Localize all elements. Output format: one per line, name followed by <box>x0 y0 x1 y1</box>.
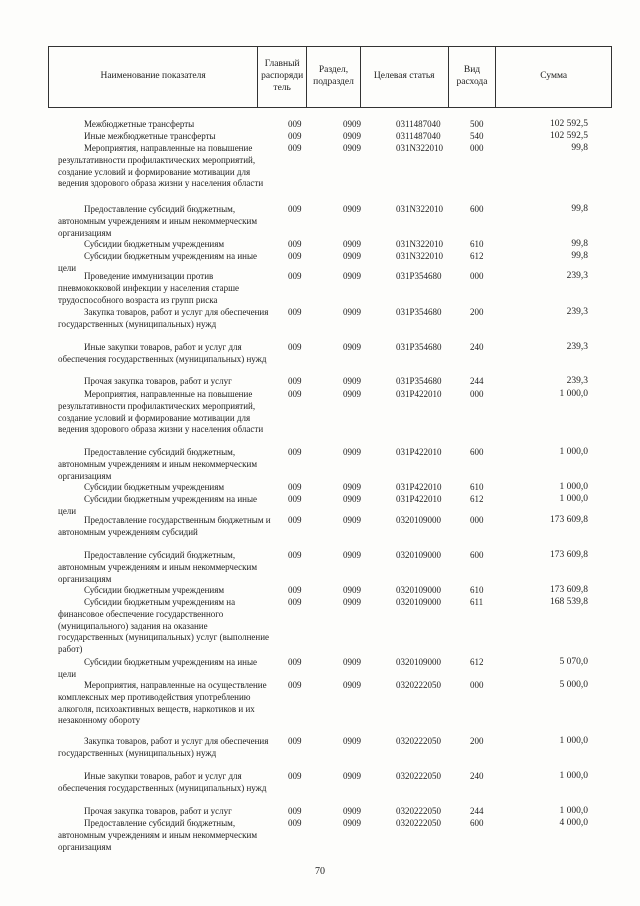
row-target-cell: 0320222050 <box>396 818 441 828</box>
row-admin-cell: 009 <box>288 597 302 607</box>
row-sum-cell: 1 000,0 <box>559 389 588 399</box>
row-target-cell: 031P422010 <box>396 494 442 504</box>
row-admin-cell: 009 <box>288 119 302 129</box>
row-name-cell: Субсидии бюджетным учреждениям на иные цели <box>58 657 258 679</box>
row-target-cell: 0320222050 <box>396 771 441 781</box>
row-section-cell: 0909 <box>343 389 361 399</box>
header-amount: Сумма <box>540 71 568 82</box>
row-admin-cell: 009 <box>288 680 302 690</box>
row-section-cell: 0909 <box>343 482 361 492</box>
row-admin-cell: 009 <box>288 239 302 249</box>
row-section-cell: 0909 <box>343 818 361 828</box>
table-header <box>48 46 612 108</box>
row-type-cell: 610 <box>470 585 484 595</box>
row-name-cell: Закупка товаров, работ и услуг для обеспечения государственных (муниципальных) нужд <box>58 307 269 329</box>
row-type-cell: 000 <box>470 680 484 690</box>
row-section-cell: 0909 <box>343 657 361 667</box>
row-admin-cell: 009 <box>288 376 302 386</box>
row-name-cell: Иные межбюджетные трансферты <box>84 131 216 141</box>
row-target-cell: 0320109000 <box>396 597 441 607</box>
row-target-cell: 0320109000 <box>396 515 441 525</box>
row-sum-cell: 1 000,0 <box>559 736 588 746</box>
row-name-cell: Предоставление субсидий бюджетным, автономным учреждениям и иным некоммерческим организациям <box>58 204 258 238</box>
row-sum-cell: 99,8 <box>571 239 588 249</box>
row-type-cell: 500 <box>470 119 484 129</box>
row-sum-cell: 1 000,0 <box>559 806 588 816</box>
row-section-cell: 0909 <box>343 271 361 281</box>
row-target-cell: 031P354680 <box>396 376 442 386</box>
row-sum-cell: 99,8 <box>571 204 588 214</box>
row-name-cell: Проведение иммунизации против пневмококковой инфекции у населения старше трудоспособного возраста из групп риска <box>58 271 240 305</box>
row-sum-cell: 5 070,0 <box>559 657 588 667</box>
header-indicator-name: Наименование показателя <box>49 47 258 107</box>
row-sum-cell: 173 609,8 <box>550 550 588 560</box>
row-admin-cell: 009 <box>288 271 302 281</box>
row-target-cell: 0320109000 <box>396 657 441 667</box>
row-admin-cell: 009 <box>288 494 302 504</box>
row-sum-cell: 1 000,0 <box>559 771 588 781</box>
row-admin-cell: 009 <box>288 447 302 457</box>
row-name-cell: Субсидии бюджетным учреждениям <box>84 482 225 492</box>
row-admin-cell: 009 <box>288 251 302 261</box>
row-type-cell: 000 <box>470 515 484 525</box>
row-section-cell: 0909 <box>343 119 361 129</box>
row-sum-cell: 173 609,8 <box>550 585 588 595</box>
row-name-cell: Субсидии бюджетным учреждениям на финансовое обеспечение государственного (муниципального) задания на оказание государственных (муниципальных) услуг (выполнение работ) <box>58 597 270 655</box>
row-type-cell: 611 <box>470 597 484 607</box>
row-name-cell: Иные закупки товаров, работ и услуг для обеспечения государственных (муниципальных) нужд <box>58 771 267 793</box>
row-section-cell: 0909 <box>343 494 361 504</box>
row-admin-cell: 009 <box>288 585 302 595</box>
row-sum-cell: 4 000,0 <box>559 818 588 828</box>
row-name-cell: Субсидии бюджетным учреждениям <box>84 585 225 595</box>
row-name-cell: Предоставление субсидий бюджетным, автономным учреждениям и иным некоммерческим организациям <box>58 550 258 584</box>
row-target-cell: 031P354680 <box>396 271 442 281</box>
row-section-cell: 0909 <box>343 806 361 816</box>
row-name-cell: Предоставление субсидий бюджетным, автономным учреждениям и иным некоммерческим организациям <box>58 447 258 481</box>
row-type-cell: 200 <box>470 307 484 317</box>
row-name-cell: Иные закупки товаров, работ и услуг для обеспечения государственных (муниципальных) нужд <box>58 342 267 364</box>
row-admin-cell: 009 <box>288 482 302 492</box>
row-admin-cell: 009 <box>288 806 302 816</box>
row-type-cell: 600 <box>470 447 484 457</box>
row-section-cell: 0909 <box>343 376 361 386</box>
row-name-cell: Субсидии бюджетным учреждениям на иные цели <box>58 251 258 273</box>
row-sum-cell: 5 000,0 <box>559 680 588 690</box>
row-sum-cell: 239,3 <box>566 271 588 281</box>
row-section-cell: 0909 <box>343 736 361 746</box>
row-type-cell: 000 <box>470 389 484 399</box>
row-sum-cell: 1 000,0 <box>559 494 588 504</box>
row-admin-cell: 009 <box>288 204 302 214</box>
header-expense-type: Вид расхода <box>449 47 497 107</box>
row-admin-cell: 009 <box>288 657 302 667</box>
row-name-cell: Мероприятия, направленные на повышение результативности профилактических мероприятий, создание условий и формирование мотивации для ведения здорового образа жизни у населения области <box>58 143 264 189</box>
row-sum-cell: 102 592,5 <box>550 119 588 129</box>
row-section-cell: 0909 <box>343 771 361 781</box>
row-name-cell: Прочая закупка товаров, работ и услуг <box>84 376 232 386</box>
row-target-cell: 031N322010 <box>396 251 443 261</box>
row-target-cell: 031P354680 <box>396 342 442 352</box>
row-name-cell: Прочая закупка товаров, работ и услуг <box>84 806 232 816</box>
page-number: 70 <box>315 866 325 877</box>
row-section-cell: 0909 <box>343 447 361 457</box>
row-sum-cell: 239,3 <box>566 307 588 317</box>
row-sum-cell: 102 592,5 <box>550 131 588 141</box>
row-target-cell: 0311487040 <box>396 119 441 129</box>
row-section-cell: 0909 <box>343 143 361 153</box>
row-admin-cell: 009 <box>288 342 302 352</box>
row-sum-cell: 239,3 <box>566 376 588 386</box>
row-target-cell: 0320222050 <box>396 680 441 690</box>
row-target-cell: 031P354680 <box>396 307 442 317</box>
row-type-cell: 000 <box>470 143 484 153</box>
row-target-cell: 031P422010 <box>396 389 442 399</box>
row-type-cell: 600 <box>470 550 484 560</box>
row-section-cell: 0909 <box>343 239 361 249</box>
row-admin-cell: 009 <box>288 818 302 828</box>
row-section-cell: 0909 <box>343 204 361 214</box>
row-section-cell: 0909 <box>343 342 361 352</box>
row-type-cell: 612 <box>470 657 484 667</box>
row-type-cell: 244 <box>470 376 484 386</box>
row-admin-cell: 009 <box>288 515 302 525</box>
row-name-cell: Предоставление государственным бюджетным и автономным учреждениям субсидий <box>58 515 271 537</box>
row-target-cell: 031P422010 <box>396 447 442 457</box>
row-section-cell: 0909 <box>343 550 361 560</box>
row-admin-cell: 009 <box>288 307 302 317</box>
header-chief-administrator: Главный распоряди тель <box>258 47 307 107</box>
row-name-cell: Мероприятия, направленные на повышение результативности профилактических мероприятий, создание условий и формирование мотивации для ведения здорового образа жизни у населения области <box>58 389 264 435</box>
row-section-cell: 0909 <box>343 515 361 525</box>
row-target-cell: 0320222050 <box>396 736 441 746</box>
row-section-cell: 0909 <box>343 680 361 690</box>
row-target-cell: 0320222050 <box>396 806 441 816</box>
row-type-cell: 240 <box>470 342 484 352</box>
row-sum-cell: 173 609,8 <box>550 515 588 525</box>
row-type-cell: 200 <box>470 736 484 746</box>
row-target-cell: 031N322010 <box>396 204 443 214</box>
row-admin-cell: 009 <box>288 550 302 560</box>
row-section-cell: 0909 <box>343 585 361 595</box>
row-sum-cell: 99,8 <box>571 143 588 153</box>
row-section-cell: 0909 <box>343 307 361 317</box>
row-type-cell: 610 <box>470 239 484 249</box>
row-admin-cell: 009 <box>288 131 302 141</box>
header-target-article: Целевая статья <box>361 47 449 107</box>
row-section-cell: 0909 <box>343 131 361 141</box>
row-target-cell: 031P422010 <box>396 482 442 492</box>
row-type-cell: 000 <box>470 271 484 281</box>
row-section-cell: 0909 <box>343 251 361 261</box>
row-type-cell: 244 <box>470 806 484 816</box>
row-target-cell: 0320109000 <box>396 585 441 595</box>
row-section-cell: 0909 <box>343 597 361 607</box>
row-target-cell: 031N322010 <box>396 239 443 249</box>
row-sum-cell: 168 539,8 <box>550 597 588 607</box>
row-sum-cell: 99,8 <box>571 251 588 261</box>
row-type-cell: 612 <box>470 494 484 504</box>
row-admin-cell: 009 <box>288 736 302 746</box>
row-sum-cell: 1 000,0 <box>559 447 588 457</box>
row-admin-cell: 009 <box>288 143 302 153</box>
row-name-cell: Предоставление субсидий бюджетным, автономным учреждениям и иным некоммерческим организациям <box>58 818 258 852</box>
row-name-cell: Мероприятия, направленные на осуществление комплексных мер противодействия употреблению алкоголя, психоактивных веществ, наркотиков и их незаконному обороту <box>58 680 267 726</box>
row-name-cell: Субсидии бюджетным учреждениям <box>84 239 225 249</box>
row-type-cell: 612 <box>470 251 484 261</box>
row-type-cell: 610 <box>470 482 484 492</box>
row-admin-cell: 009 <box>288 771 302 781</box>
row-name-cell: Субсидии бюджетным учреждениям на иные цели <box>58 494 258 516</box>
row-sum-cell: 239,3 <box>566 342 588 352</box>
row-admin-cell: 009 <box>288 389 302 399</box>
row-type-cell: 600 <box>470 204 484 214</box>
row-name-cell: Закупка товаров, работ и услуг для обеспечения государственных (муниципальных) нужд <box>58 736 269 758</box>
row-target-cell: 031N322010 <box>396 143 443 153</box>
row-type-cell: 600 <box>470 818 484 828</box>
row-type-cell: 240 <box>470 771 484 781</box>
row-sum-cell: 1 000,0 <box>559 482 588 492</box>
row-target-cell: 0320109000 <box>396 550 441 560</box>
row-name-cell: Межбюджетные трансферты <box>84 119 195 129</box>
row-type-cell: 540 <box>470 131 484 141</box>
header-section-subsection: Раздел, подраздел <box>307 47 361 107</box>
row-target-cell: 0311487040 <box>396 131 441 141</box>
